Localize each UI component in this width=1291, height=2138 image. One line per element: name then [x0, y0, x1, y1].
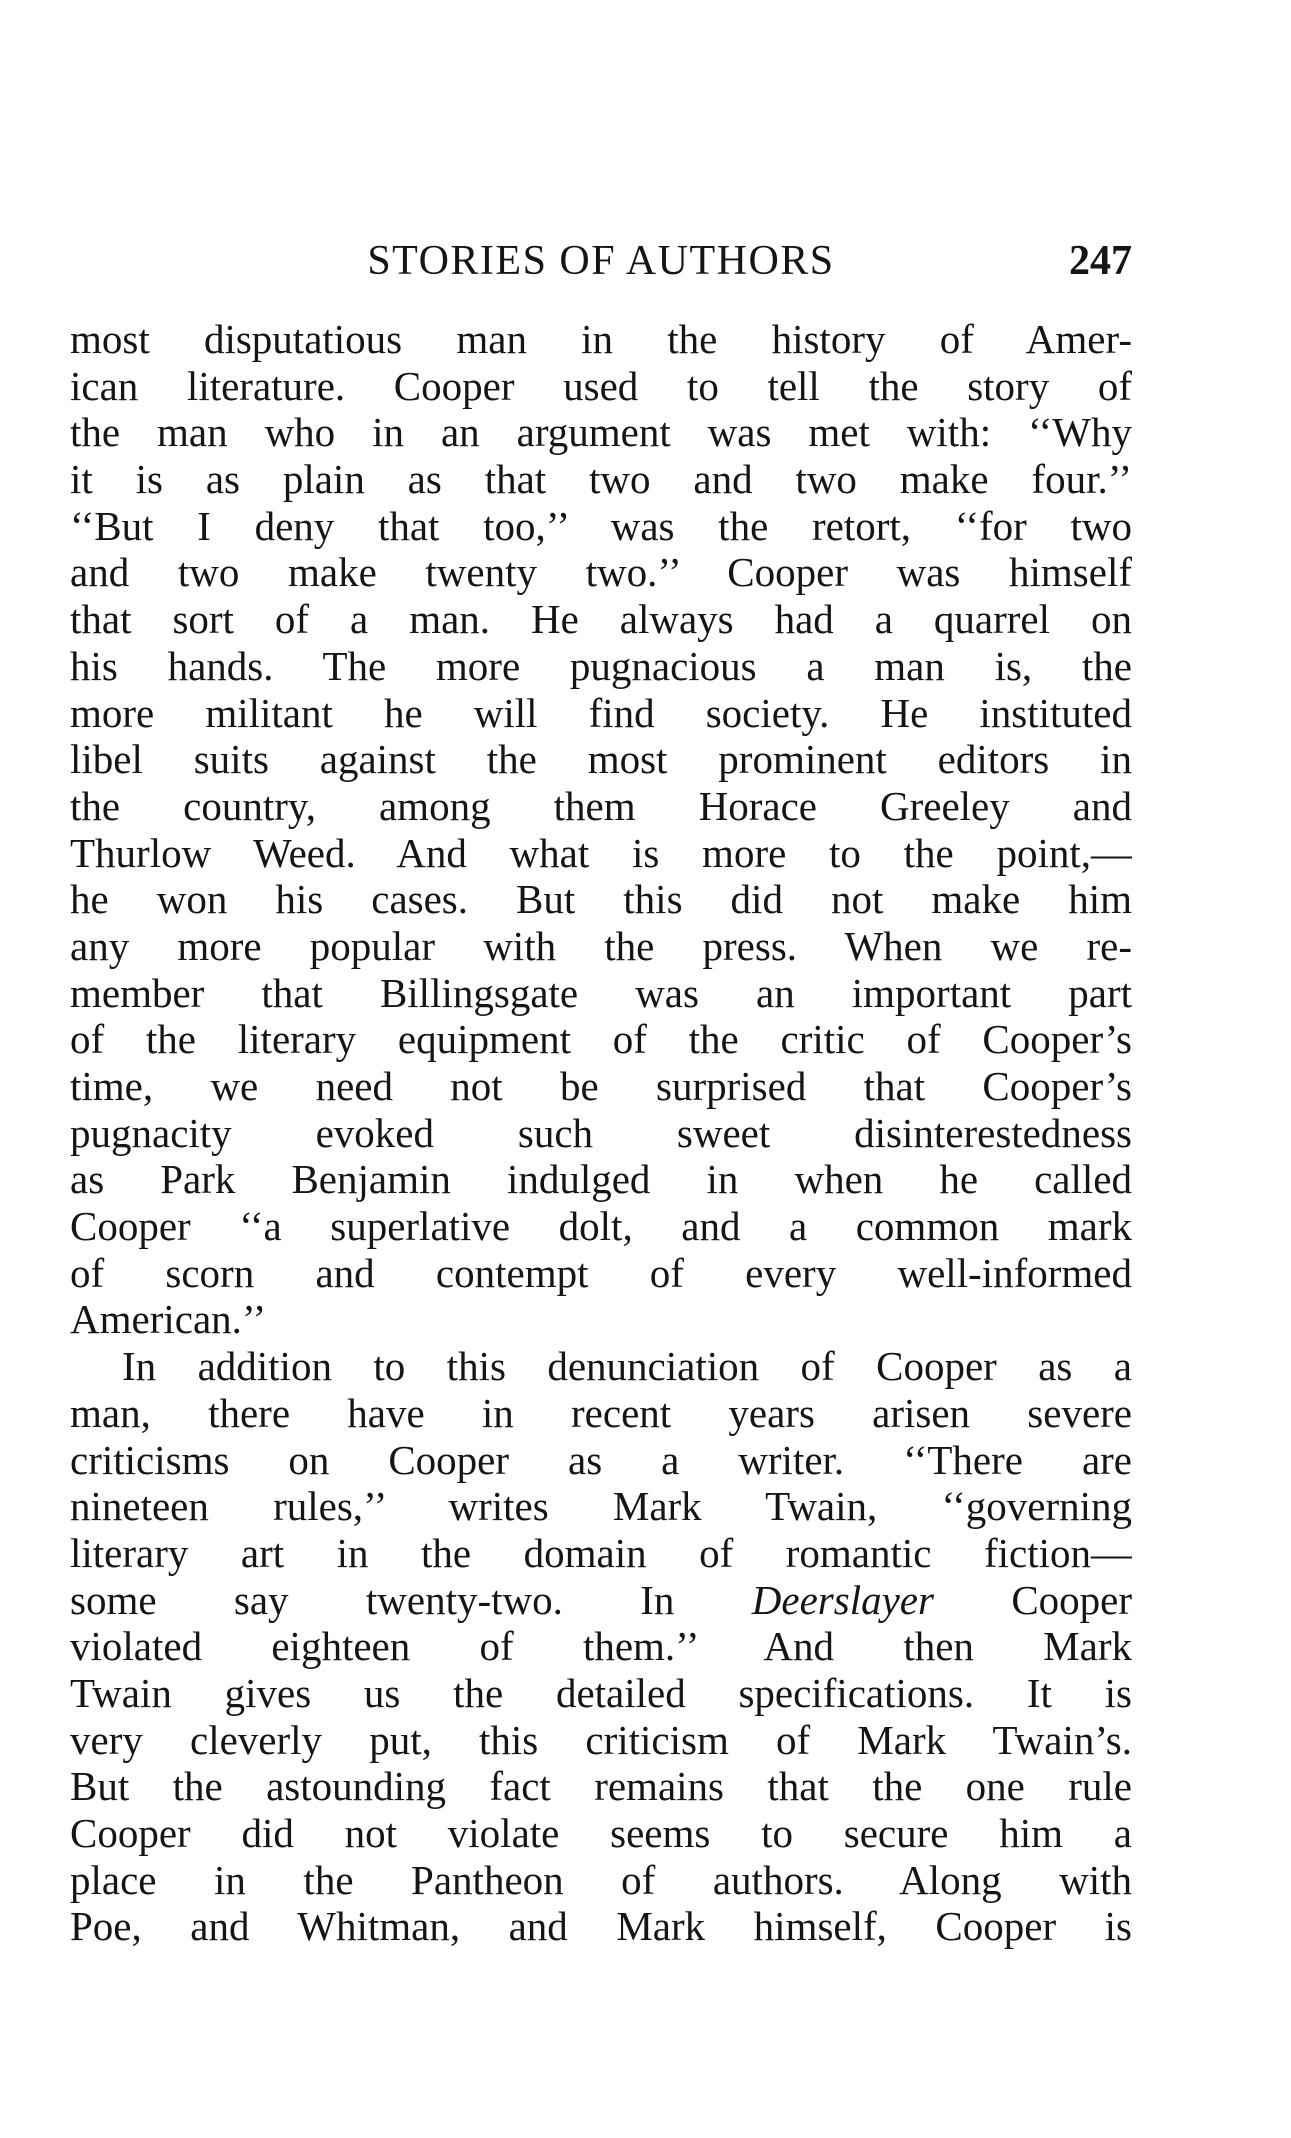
- text-line: nineteen rules,’’ writes Mark Twain, ‘‘governing: [70, 1483, 1132, 1530]
- text-line: more militant he will find society. He instituted: [70, 689, 1132, 736]
- text-line: of the literary equipment of the critic of Cooper’s: [70, 1016, 1132, 1063]
- text-line: most disputatious man in the history of Amer-: [70, 316, 1132, 362]
- text-line: very cleverly put, this criticism of Mark Twain’s.: [70, 1716, 1132, 1763]
- text-line: Thurlow Weed. And what is more to the point,—: [70, 829, 1132, 876]
- text-line: of scorn and contempt of every well-informed: [70, 1249, 1132, 1296]
- text-line-with-title: [70, 1577, 1132, 1624]
- text-line: that sort of a man. He always had a quarrel on: [70, 596, 1132, 643]
- text-line: as Park Benjamin indulged in when he called: [70, 1156, 1132, 1203]
- text-line: But the astounding fact remains that the one rule: [70, 1763, 1132, 1810]
- book-title: Deerslayer: [751, 1576, 934, 1623]
- text-line: the man who in an argument was met with: ‘‘Why: [70, 409, 1132, 456]
- text-line: Cooper ‘‘a superlative dolt, and a common mark: [70, 1203, 1132, 1250]
- text-line: Cooper did not violate seems to secure him a: [70, 1810, 1132, 1856]
- text-line: he won his cases. But this did not make him: [70, 876, 1132, 923]
- text-line: and two make twenty two.’’ Cooper was himself: [70, 549, 1132, 596]
- text-line: time, we need not be surprised that Cooper’s: [70, 1063, 1132, 1109]
- text-line: violated eighteen of them.’’ And then Mark: [70, 1623, 1132, 1670]
- line-text: some say twenty-two.: [70, 1576, 563, 1623]
- text-line: criticisms on Cooper as a writer. ‘‘There are: [70, 1436, 1132, 1483]
- text-line: ican literature. Cooper used to tell the story of: [70, 362, 1132, 409]
- text-line: literary art in the domain of romantic fiction—: [70, 1529, 1132, 1576]
- text-line: American.’’: [70, 1296, 267, 1343]
- text-line: man, there have in recent years arisen severe: [70, 1389, 1132, 1436]
- text-line: pugnacity evoked such sweet disinterestedness: [70, 1109, 1132, 1156]
- text-line: the country, among them Horace Greeley and: [70, 782, 1132, 829]
- text-line: it is as plain as that two and two make four.’’: [70, 456, 1132, 503]
- text-line: member that Billingsgate was an important part: [70, 969, 1132, 1016]
- body-text: [70, 316, 1132, 1950]
- paragraph-start-line: In addition to this denunciation of Cooper as a: [122, 1343, 1132, 1390]
- running-title: STORIES OF AUTHORS: [367, 238, 835, 284]
- text-line: Twain gives us the detailed specifications. It is: [70, 1669, 1132, 1716]
- running-head: [70, 233, 1132, 289]
- text-line: place in the Pantheon of authors. Along with: [70, 1856, 1132, 1903]
- text-line: his hands. The more pugnacious a man is, the: [70, 642, 1132, 689]
- line-text: In: [640, 1576, 675, 1623]
- text-line: Poe, and Whitman, and Mark himself, Cooper is: [70, 1903, 1132, 1950]
- text-line: libel suits against the most prominent editors in: [70, 736, 1132, 783]
- text-line: any more popular with the press. When we re-: [70, 922, 1132, 969]
- line-text: Cooper: [1011, 1576, 1132, 1623]
- page-number: 247: [1069, 238, 1132, 284]
- text-line: ‘‘But I deny that too,’’ was the retort, ‘‘for two: [70, 502, 1132, 549]
